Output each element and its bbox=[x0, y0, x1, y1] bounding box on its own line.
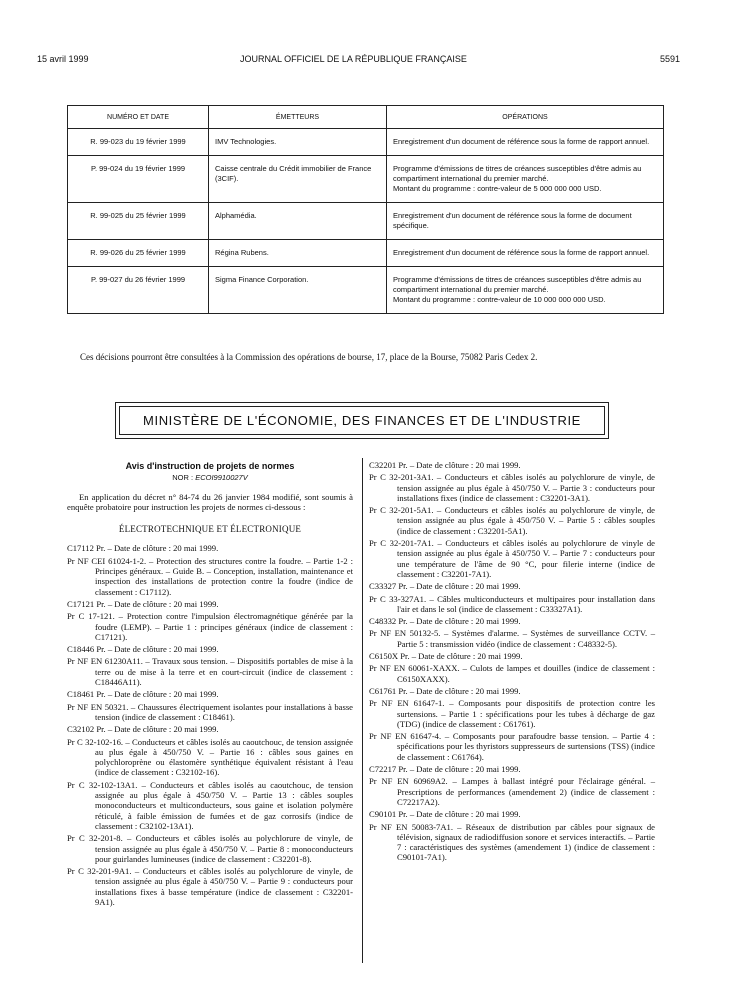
table-row bbox=[68, 203, 664, 240]
table-row bbox=[68, 267, 664, 314]
table-row bbox=[68, 129, 664, 156]
cell-emetteur: IMV Technologies. bbox=[209, 129, 387, 156]
norm-entry: C72217 Pr. – Date de clôture : 20 mai 1999. bbox=[369, 764, 521, 775]
cell-operations bbox=[387, 129, 664, 156]
left-column bbox=[67, 461, 353, 907]
column-header-operations: OPÉRATIONS bbox=[387, 106, 664, 129]
cell-operations bbox=[387, 267, 664, 314]
norm-entry: Pr NF CEI 61024-1-2. – Protection des structures contre la foudre. – Partie 1-2 : Principes généraux. – Guide B. – Conception, installation, maintenance et inspection des installations de protection contre la foudre (indice de classement : C17112). bbox=[67, 555, 353, 597]
norm-entry: C32201 Pr. – Date de clôture : 20 mai 1999. bbox=[369, 460, 521, 470]
avis-intro: En application du décret n° 84-74 du 26 janvier 1984 modifié, sont soumis à enquête probatoire pour instruction les projets de normes ci-dessous : bbox=[67, 491, 353, 512]
ministry-heading bbox=[119, 406, 605, 435]
norm-entry: C48332 Pr. – Date de clôture : 20 mai 1999. bbox=[369, 616, 521, 627]
operation-line: Programme d'émissions de titres de créances susceptibles d'être admis au compartiment international du premier marché. bbox=[393, 275, 642, 294]
norm-entry: Pr C 32-102-13A1. – Conducteurs et câbles isolés au caoutchouc, de tension assignée au plus égale à 450/750 V. – Partie 13 : câbles souples monoconducteurs et multiconducteurs, sous gaine et isolation polymère réticulé, à faible émission de fumées et de gaz corrosifs (indice de classement : C32102-13A1). bbox=[67, 779, 353, 831]
section-title: ÉLECTROTECHNIQUE ET ÉLECTRONIQUE bbox=[118, 524, 302, 535]
operation-line: Enregistrement d'un document de référence sous la forme de rapport annuel. bbox=[393, 137, 650, 146]
cell-emetteur: Régina Rubens. bbox=[209, 240, 387, 267]
norm-entry: C6150X Pr. – Date de clôture : 20 mai 1999. bbox=[369, 651, 523, 662]
norm-entry: C61761 Pr. – Date de clôture : 20 mai 1999. bbox=[369, 685, 521, 696]
norm-entry: C17112 Pr. – Date de clôture : 20 mai 1999. bbox=[67, 543, 219, 554]
cell-numero: P. 99-027 du 26 février 1999 bbox=[68, 267, 209, 314]
cell-emetteur: Caisse centrale du Crédit immobilier de France (3CIF). bbox=[209, 156, 387, 203]
norm-entry: C33327 Pr. – Date de clôture : 20 mai 1999. bbox=[369, 581, 521, 592]
norm-entry: Pr NF EN 50132-5. – Systèmes d'alarme. – Systèmes de surveillance CCTV. – Partie 5 : transmission vidéo (indice de classement : C48332-5). bbox=[369, 628, 655, 649]
header-date: 15 avril 1999 bbox=[37, 54, 89, 64]
cell-numero: R. 99-025 du 25 février 1999 bbox=[68, 203, 209, 240]
left-entry-list bbox=[67, 543, 353, 907]
cell-numero: P. 99-024 du 19 février 1999 bbox=[68, 156, 209, 203]
norm-entry: Pr NF EN 50083-7A1. – Réseaux de distribution par câbles pour signaux de télévision, signaux de radiodiffusion sonore et services interactifs. – Partie 7 : caractéristiques des systèmes (amendement 1) (indice de classement : C90101-7A1). bbox=[369, 821, 655, 863]
right-column bbox=[369, 460, 655, 863]
norm-entry: Pr C 33-327A1. – Câbles multiconducteurs et multipaires pour installation dans l'air et dans le sol (indice de classement : C33327A1). bbox=[369, 593, 655, 614]
nor-reference bbox=[67, 473, 353, 483]
column-header-numero: NUMÉRO ET DATE bbox=[68, 106, 209, 129]
table-header-row bbox=[68, 106, 664, 129]
cell-numero: R. 99-026 du 25 février 1999 bbox=[68, 240, 209, 267]
operation-line: Enregistrement d'un document de référence sous la forme de document spécifique. bbox=[393, 211, 632, 230]
cell-numero: R. 99-023 du 19 février 1999 bbox=[68, 129, 209, 156]
operations-table bbox=[67, 105, 664, 314]
norm-entry: C32102 Pr. – Date de clôture : 20 mai 1999. bbox=[67, 724, 219, 735]
column-divider bbox=[362, 458, 363, 963]
journal-title: JOURNAL OFFICIEL DE LA RÉPUBLIQUE FRANÇAISE bbox=[240, 54, 467, 64]
norm-entry: Pr NF EN 60969A2. – Lampes à ballast intégré pour l'éclairage général. – Prescriptions de performances (amendement 2) (indice de classement : C72217A2). bbox=[369, 776, 655, 807]
right-entry-list bbox=[369, 460, 655, 863]
cell-operations bbox=[387, 156, 664, 203]
norm-entry: C17121 Pr. – Date de clôture : 20 mai 1999. bbox=[67, 598, 219, 609]
norm-entry: Pr C 32-201-7A1. – Conducteurs et câbles isolés au polychlorure de vinyle de tension assignée au plus égale à 450/750 V. – Partie 7 : conducteurs pour une température de l'âme de 90 °C, pour filerie interne (indice de classement : C32201-7A1). bbox=[369, 538, 655, 579]
nor-label: NOR : bbox=[172, 473, 194, 483]
norm-entry: Pr C 32-201-5A1. – Conducteurs et câbles isolés au polychlorure de vinyle, de tension assignée au plus égale à 450/750 V. – Partie 5 : câbles souples (indice de classement : C32201-5A1). bbox=[369, 505, 655, 536]
norm-entry: Pr C 32-201-8. – Conducteurs et câbles isolés au polychlorure de vinyle, de tension assignée au plus égale à 450/750 V. – Partie 8 : monoconducteurs pour guirlandes lumineuses (indice de classement : C32201-8). bbox=[67, 833, 353, 864]
norm-entry: Pr NF EN 60061-XAXX. – Culots de lampes et douilles (indice de classement : C6150XAXX). bbox=[369, 663, 655, 684]
norm-entry: Pr C 32-102-16. – Conducteurs et câbles isolés au caoutchouc, de tension assignée au plus égale à 450/750 V. – Partie 16 : câbles sous gaines en polychloroprène ou élastomère synthétique équivalent résistant à l'eau (indice de classement : C32102-16). bbox=[67, 736, 353, 778]
norm-entry: C18446 Pr. – Date de clôture : 20 mai 1999. bbox=[67, 644, 219, 655]
cell-operations bbox=[387, 240, 664, 267]
cell-emetteur: Sigma Finance Corporation. bbox=[209, 267, 387, 314]
operation-line: Montant du programme : contre-valeur de 10 000 000 000 USD. bbox=[393, 295, 606, 304]
norm-entry: Pr C 32-201-9A1. – Conducteurs et câbles isolés au polychlorure de vinyle, de tension assignée au plus égale à 450/750 V. – Partie 9 : conducteurs pour installations fixes à basse température (indice de classement : C32201-9A1). bbox=[67, 866, 353, 907]
ministry-title: MINISTÈRE DE L'ÉCONOMIE, DES FINANCES ET DE L'INDUSTRIE bbox=[143, 413, 581, 428]
norm-entry: Pr NF EN 50321. – Chaussures électriquement isolantes pour installations à basse tension (indice de classement : C18461). bbox=[67, 701, 353, 722]
table-row bbox=[68, 156, 664, 203]
table-row bbox=[68, 240, 664, 267]
operation-line: Montant du programme : contre-valeur de 5 000 000 000 USD. bbox=[393, 184, 602, 193]
page-number: 5591 bbox=[660, 54, 681, 64]
cell-emetteur: Alphamédia. bbox=[209, 203, 387, 240]
norm-entry: Pr NF EN 61230A11. – Travaux sous tension. – Dispositifs portables de mise à la terre ou de mise à la terre et en court-circuit (indice de classement : C18446A11). bbox=[67, 656, 353, 688]
norm-entry: Pr C 32-201-3A1. – Conducteurs et câbles isolés au polychlorure de vinyle, de tension assignée au plus égale à 450/750 V. – Partie 3 : conducteurs pour installations fixes (indice de classement : C32201-3A1). bbox=[369, 472, 655, 503]
norm-entry: Pr C 17-121. – Protection contre l'impulsion électromagnétique générée par la foudre (LEMP). – Partie 1 : principes généraux (indice de classement : C17121). bbox=[67, 611, 353, 642]
cell-operations bbox=[387, 203, 664, 240]
norm-entry: C90101 Pr. – Date de clôture : 20 mai 1999. bbox=[369, 809, 521, 820]
norm-entry: Pr NF EN 61647-4. – Composants pour parafoudre basse tension. – Partie 4 : spécifications pour les thyristors suppresseurs de surtensions (TSS) (indice de classement : C61764). bbox=[369, 731, 655, 762]
norm-entry: C18461 Pr. – Date de clôture : 20 mai 1999. bbox=[67, 689, 219, 700]
operation-line: Programme d'émissions de titres de créances susceptibles d'être admis au compartiment international du premier marché. bbox=[393, 164, 642, 183]
norm-entry: Pr NF EN 61647-1. – Composants pour dispositifs de protection contre les surtensions. – Partie 1 : spécifications pour les tubes à décharge de gaz (TDG) (indice de classement : C61761). bbox=[369, 698, 655, 729]
avis-title: Avis d'instruction de projets de normes bbox=[125, 461, 295, 471]
column-header-emetteurs: ÉMETTEURS bbox=[209, 106, 387, 129]
operation-line: Enregistrement d'un document de référence sous la forme de rapport annuel. bbox=[393, 248, 650, 257]
nor-code: ECOI9910027V bbox=[195, 473, 248, 483]
notice-text: Ces décisions pourront être consultées à la Commission des opérations de bourse, 17, place de la Bourse, 75082 Paris Cedex 2. bbox=[80, 352, 538, 362]
